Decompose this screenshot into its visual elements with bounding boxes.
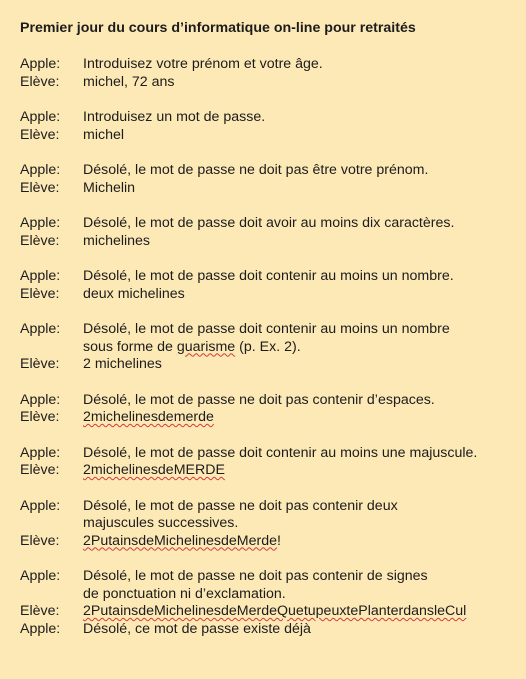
dialogue-text: Introduisez un mot de passe. <box>83 109 266 125</box>
dialogue-line <box>20 109 514 127</box>
dialogue-text: Désolé, le mot de passe ne doit pas contenir d’espaces. <box>83 391 435 408</box>
speaker-label: Apple: <box>20 391 61 408</box>
dialogue-exchange <box>20 215 514 250</box>
speaker-label <box>20 339 83 357</box>
dialogue-exchange <box>20 445 514 480</box>
dialogue-text <box>83 339 514 357</box>
speaker-label: Elève: <box>20 462 60 478</box>
dialogue-line <box>20 409 514 427</box>
dialogue-text: de ponctuation ni d’exclamation. <box>83 585 286 602</box>
dialogue-text: michelines <box>83 232 151 249</box>
speaker-label: Elève: <box>20 409 60 425</box>
dialogue-text: michel, 72 ans <box>83 73 175 90</box>
dialogue-exchange <box>20 56 514 91</box>
dialogue-exchange <box>20 268 514 303</box>
dialogue-line <box>20 321 514 339</box>
dialogue-line <box>20 286 514 304</box>
dialogue-text: Michelin <box>83 179 136 196</box>
dialogue-line <box>20 445 514 463</box>
dialogue-exchange <box>20 498 514 551</box>
dialogue-line <box>20 215 514 233</box>
dialogue-line <box>20 356 514 374</box>
speaker-label: Elève: <box>20 73 60 90</box>
dialogue-line <box>20 268 514 286</box>
dialogue-text: Désolé, le mot de passe doit contenir au moins un nombre <box>83 321 450 337</box>
dialogue-line <box>20 180 514 198</box>
dialogue-text: michel <box>83 126 124 143</box>
speaker-label: Elève: <box>20 285 60 302</box>
spellcheck-underlined-word: 2PutainsdeMichelinesdeMerdeQuetupeuxtePlanterdansleCul <box>83 603 467 619</box>
dialogue-text <box>83 409 514 427</box>
speaker-label: Apple: <box>20 568 61 584</box>
dialogue-text: Désolé, le mot de passe ne doit pas contenir deux <box>83 497 398 514</box>
dialogue-line <box>20 621 514 639</box>
dialogue-line <box>20 162 514 180</box>
dialogue-line <box>20 533 514 551</box>
speaker-label: Apple: <box>20 162 61 178</box>
dialogue-line <box>20 56 514 74</box>
document-title: Premier jour du cours d’informatique on-line pour retraités <box>20 20 416 36</box>
dialogue-line <box>20 74 514 92</box>
speaker-label: Elève: <box>20 603 60 619</box>
spellcheck-underlined-word: 2PutainsdeMichelinesdeMerde <box>83 532 278 549</box>
dialogue-text: Désolé, le mot de passe ne doit pas être votre prénom. <box>83 162 429 178</box>
dialogue-line <box>20 462 514 480</box>
dialogue-text: Désolé, le mot de passe doit contenir au moins un nombre. <box>83 268 454 284</box>
dialogue-line <box>20 127 514 145</box>
dialogue-text-segment: (p. Ex. 2). <box>235 338 301 355</box>
dialogue-text-segment: ! <box>277 532 281 549</box>
dialogue-line <box>20 515 514 533</box>
dialogue-line <box>20 586 514 604</box>
dialogue-text-segment: sous forme de <box>83 338 177 355</box>
dialogue-line <box>20 603 514 621</box>
speaker-label: Elève: <box>20 179 60 196</box>
speaker-label: Apple: <box>20 215 61 231</box>
spellcheck-underlined-word: guarisme <box>176 338 236 355</box>
dialogue-line <box>20 392 514 410</box>
speaker-label: Apple: <box>20 444 61 461</box>
dialogue-text: Désolé, le mot de passe doit avoir au moins dix caractères. <box>83 215 455 231</box>
dialogue-text: Introduisez votre prénom et votre âge. <box>83 56 323 72</box>
speaker-label: Elève: <box>20 532 60 549</box>
dialogue-text: 2 michelines <box>83 356 162 372</box>
dialogue-line <box>20 498 514 516</box>
dialogue-line <box>20 568 514 586</box>
speaker-label: Elève: <box>20 126 60 143</box>
speaker-label: Elève: <box>20 356 60 372</box>
dialogue-text: Désolé, ce mot de passe existe déjà <box>83 620 311 637</box>
dialogue-line <box>20 339 514 357</box>
speaker-label <box>20 586 83 604</box>
speaker-label: Apple: <box>20 321 61 337</box>
dialogue-text: majuscules successives. <box>83 515 239 531</box>
dialogue-exchange <box>20 321 514 374</box>
dialogue-text: Désolé, le mot de passe ne doit pas contenir de signes <box>83 568 428 584</box>
dialogue-text: deux michelines <box>83 285 185 302</box>
dialogue-text <box>83 603 514 621</box>
speaker-label <box>20 515 83 533</box>
speaker-label: Apple: <box>20 109 61 125</box>
spellcheck-underlined-word: 2michelinesdemerde <box>83 409 214 425</box>
speaker-label: Apple: <box>20 56 61 72</box>
dialogue-line <box>20 233 514 251</box>
dialogue-exchange <box>20 109 514 144</box>
dialogue-text <box>83 533 514 551</box>
dialogue-exchange <box>20 392 514 427</box>
speaker-label: Apple: <box>20 497 61 514</box>
speaker-label: Apple: <box>20 268 61 284</box>
dialogue-exchange <box>20 162 514 197</box>
speaker-label: Elève: <box>20 232 60 249</box>
spellcheck-underlined-word: 2michelinesdeMERDE <box>83 462 225 478</box>
speaker-label: Apple: <box>20 620 61 637</box>
dialogue-exchange <box>20 568 514 638</box>
dialogue-text: Désolé, le mot de passe doit contenir au moins une majuscule. <box>83 444 478 461</box>
dialogue-text <box>83 462 514 480</box>
